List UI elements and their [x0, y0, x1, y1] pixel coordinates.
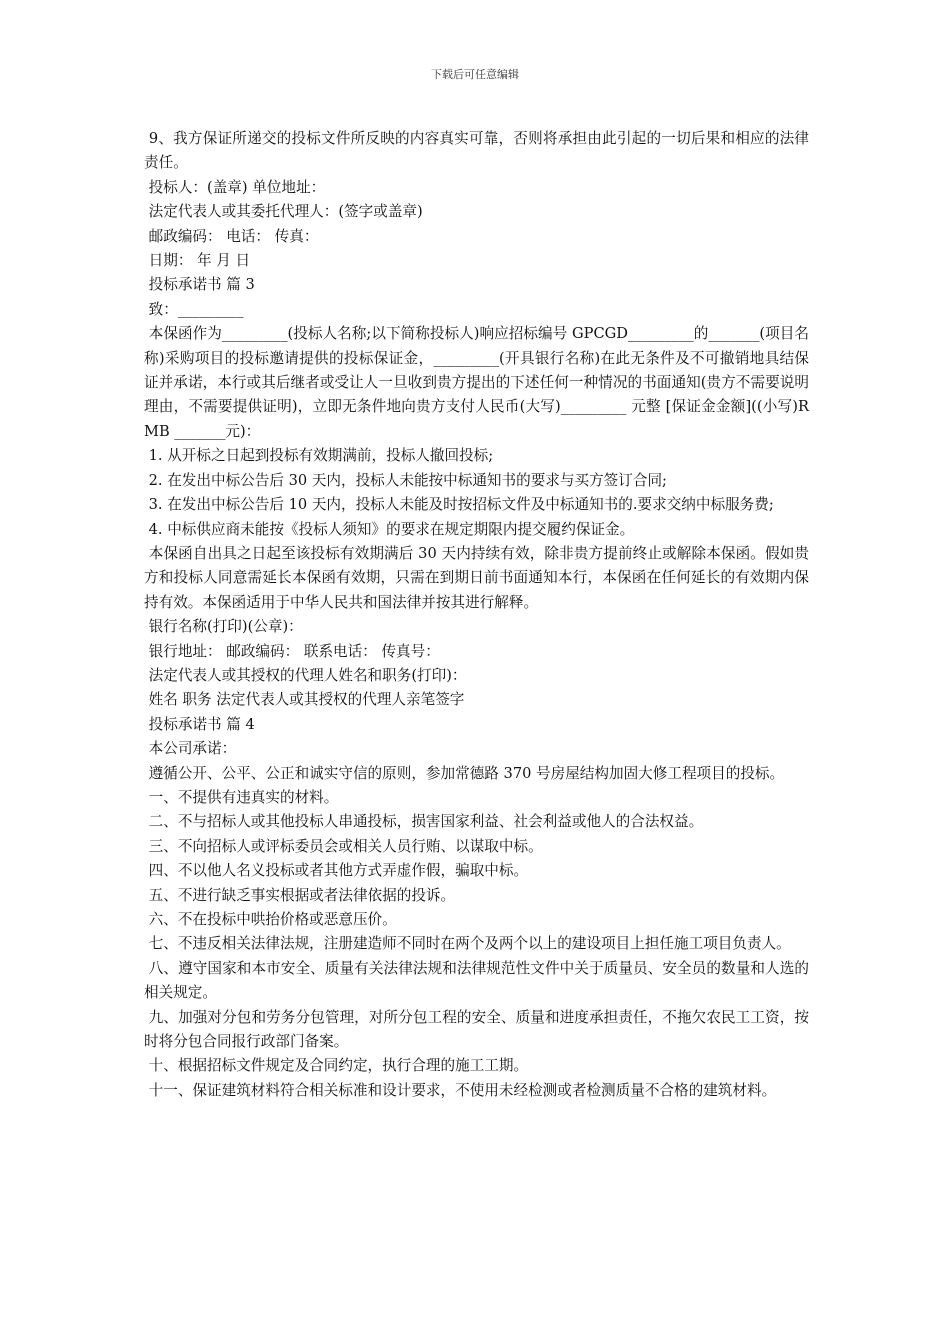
list-item: 七、不违反相关法律法规，注册建造师不同时在两个及两个以上的建设项目上担任施工项目负责人。: [144, 935, 791, 953]
paragraph: 银行名称(打印)(公章)：: [144, 618, 303, 636]
paragraph: 9、我方保证所递交的投标文件所反映的内容真实可靠，否则将承担由此引起的一切后果和相应的法律责任。: [144, 130, 809, 172]
list-item: 八、遵守国家和本市安全、质量有关法律法规和法律规范性文件中关于质量员、安全员的数量和人选的相关规定。: [144, 959, 810, 1002]
list-item: 三、不向招标人或评标委员会或相关人员行贿、以谋取中标。: [144, 837, 543, 855]
paragraph: 投标人：(盖章) 单位地址：: [144, 178, 326, 196]
list-item: 十、根据招标文件规定及合同约定，执行合理的施工工期。: [144, 1057, 529, 1075]
paragraph: 本保函自出具之日起至该投标有效期满后 30 天内持续有效，除非贵方提前终止或解除本保函。假如贵方和投标人同意需延长本保函有效期，只需在到期日前书面通知本行，本保函在任何延长的有效期内保持有效。本保函适用于中华人民共和国法律并按其进行解释。: [144, 544, 809, 611]
paragraph: 法定代表人或其授权的代理人姓名和职务(打印)：: [144, 666, 467, 684]
list-item: 1. 从开标之日起到投标有效期满前，投标人撤回投标;: [144, 447, 494, 465]
paragraph: 致：_________: [144, 300, 244, 318]
paragraph: 姓名 职务 法定代表人或其授权的代理人亲笔签字: [144, 691, 465, 709]
paragraph: 本保函作为_________(投标人名称;以下简称投标人)响应招标编号 GPCGD_________的_______(项目名称)采购项目的投标邀请提供的投标保证金，_________(开具银行名称)在此无条件及不可撤销地具结保证并承诺，本行或其后继者或受让人一旦收到贵方提出的下述任何一种情况的书面通知(贵方不需要说明理由，不需要提供证明)，立即无条件地向贵方支付人民币(大写)_________ 元整 [保证金金额]((小写)RMB _______元)：: [144, 325, 809, 440]
list-item: 四、不以他人名义投标或者其他方式弄虚作假，骗取中标。: [144, 862, 529, 880]
list-item: 3. 在发出中标公告后 10 天内，投标人未能及时按招标文件及中标通知书的.要求交纳中标服务费;: [144, 496, 774, 514]
list-item: 2. 在发出中标公告后 30 天内，投标人未能按中标通知书的要求与买方签订合同;: [144, 471, 667, 489]
list-item: 六、不在投标中哄抬价格或恶意压价。: [144, 911, 397, 928]
list-item: 五、不进行缺乏事实根据或者法律依据的投诉。: [144, 886, 456, 904]
paragraph: 遵循公开、公平、公正和诚实守信的原则，参加常德路 370 号房屋结构加固大修工程项目的投标。: [144, 764, 785, 782]
list-item: 4. 中标供应商未能按《投标人须知》的要求在规定期限内提交履约保证金。: [144, 520, 635, 538]
list-item: 一、不提供有违真实的材料。: [144, 788, 339, 806]
paragraph: 银行地址： 邮政编码： 联系电话： 传真号：: [144, 642, 440, 660]
list-item: 十一、保证建筑材料符合相关标准和设计要求，不使用未经检测或者检测质量不合格的建筑材料。: [144, 1081, 777, 1099]
paragraph: 日期： 年 月 日: [144, 252, 251, 270]
paragraph: 邮政编码： 电话： 传真：: [144, 227, 319, 245]
list-item: 九、加强对分包和劳务分包管理，对所分包工程的安全、质量和进度承担责任，不拖欠农民工工资，按时将分包合同报行政部门备案。: [144, 1008, 810, 1051]
document-body: [144, 127, 809, 1103]
paragraph: 本公司承诺：: [144, 740, 237, 758]
page-header: 下载后可任意编辑: [431, 68, 519, 81]
paragraph: 法定代表人或其委托代理人：(签字或盖章): [144, 203, 423, 221]
section-title: 投标承诺书 篇 3: [144, 276, 255, 294]
section-title: 投标承诺书 篇 4: [144, 715, 255, 733]
list-item: 二、不与招标人或其他投标人串通投标，损害国家利益、社会利益或他人的合法权益。: [144, 813, 704, 831]
